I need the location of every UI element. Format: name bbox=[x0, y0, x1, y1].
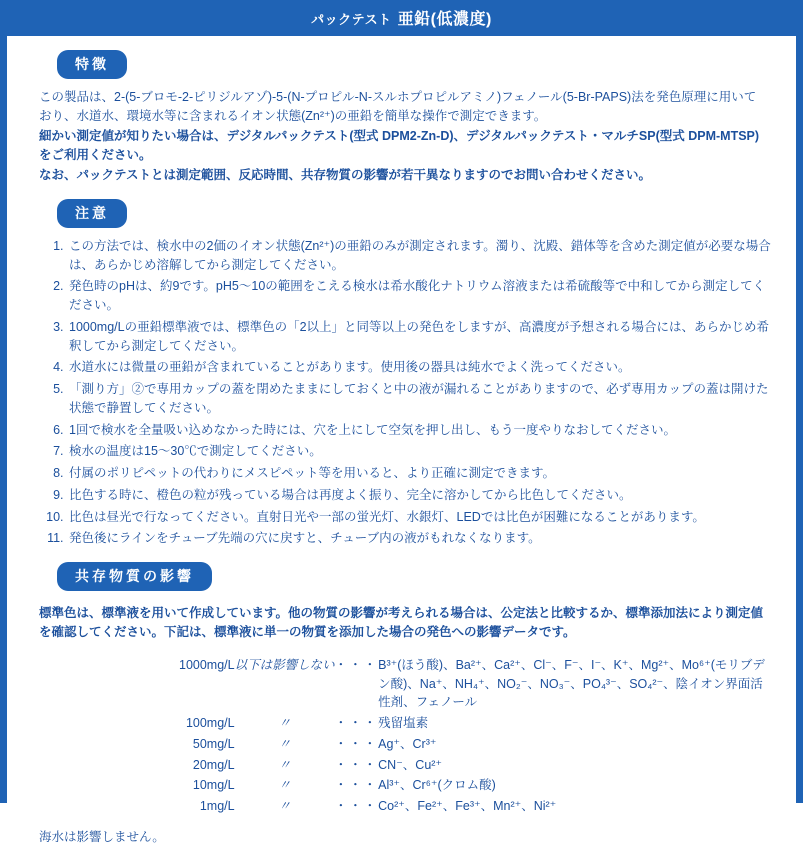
features-paragraph-2: 細かい測定値が知りたい場合は、デジタルパックテスト(型式 DPM2-Zn-D)、デジタルパックテスト・マルチSP(型式 DPM-MTSP)をご利用ください。 bbox=[39, 128, 760, 163]
list-item: 10. 比色は昼光で行なってください。直射日光や一部の蛍光灯、水銀灯、LEDでは比色が困難になることがあります。 bbox=[67, 508, 774, 527]
substance-list: Ag⁺、Cr³⁺ bbox=[378, 736, 437, 751]
no-effect-mark: 〃 bbox=[278, 799, 291, 814]
document-content bbox=[7, 50, 796, 845]
no-effect-mark: 以下は影響しない bbox=[234, 657, 335, 672]
table-row bbox=[179, 796, 774, 817]
section-heading-cautions bbox=[57, 199, 774, 228]
substance-list: 残留塩素 bbox=[378, 716, 429, 731]
dots-separator: ・・・ bbox=[334, 778, 379, 793]
features-body bbox=[39, 88, 768, 185]
no-effect-mark: 〃 bbox=[278, 736, 291, 751]
table-row bbox=[179, 734, 774, 755]
table-row bbox=[179, 755, 774, 776]
concentration-level: 1mg/L bbox=[199, 799, 235, 814]
dots-separator: ・・・ bbox=[334, 736, 379, 751]
no-effect-mark: 〃 bbox=[278, 716, 291, 731]
features-paragraph-1: この製品は、2-(5-ブロモ-2-ピリジルアゾ)-5-(N-プロピル-N-スルホプロピルアミノ)フェノール(5-Br-PAPS)法を発色原理に用いており、水道水、環境水等に含まれるイオン状態(Zn²⁺)の亜鉛を簡単な操作で測定できます。 bbox=[39, 90, 757, 124]
list-item: 5. 「測り方」②で専用カップの蓋を閉めたままにしておくと中の液が漏れることがありますので、必ず専用カップの蓋は開けた状態で静置してください。 bbox=[67, 380, 774, 418]
list-item: 9. 比色する時に、橙色の粒が残っている場合は再度よく振り、完全に溶かしてから比色してください。 bbox=[67, 486, 774, 505]
substance-list: Al³⁺、Cr⁶⁺(クロム酸) bbox=[378, 778, 496, 793]
no-effect-mark: 〃 bbox=[278, 757, 291, 772]
table-row bbox=[179, 655, 774, 713]
substance-list: CN⁻、Cu²⁺ bbox=[378, 757, 443, 772]
cautions-list bbox=[33, 237, 774, 548]
list-item: 1. この方法では、検水中の2価のイオン状態(Zn²⁺)の亜鉛のみが測定されます。濁り、沈殿、錯体等を含めた測定値が必要な場合は、あらかじめ溶解してから測定してください。 bbox=[67, 237, 774, 275]
concentration-level: 100mg/L bbox=[185, 716, 235, 731]
list-item: 6. 1回で検水を全量吸い込めなかった時には、穴を上にして空気を押し出し、もう一度やりなおしてください。 bbox=[67, 421, 774, 440]
substance-list: B³⁺(ほう酸)、Ba²⁺、Ca²⁺、Cl⁻、F⁻、I⁻、K⁺、Mg²⁺、Mo⁶⁺(モリブデン酸)、Na⁺、NH₄⁺、NO₂⁻、NO₃⁻、PO₄³⁻、SO₄²⁻、陰イオン界面活性剤、フェノール bbox=[378, 657, 765, 710]
list-item: 8. 付属のポリピペットの代わりにメスピペット等を用いると、より正確に測定できます。 bbox=[67, 464, 774, 483]
list-item: 11. 発色後にラインをチューブ先端の穴に戻すと、チューブ内の液がもれなくなります。 bbox=[67, 529, 774, 548]
table-row bbox=[179, 713, 774, 734]
dots-separator: ・・・ bbox=[334, 799, 379, 814]
page-title-prefix: パックテスト bbox=[311, 12, 392, 27]
coexistence-footer: 海水は影響しません。 bbox=[39, 829, 165, 844]
page-title: 亜鉛(低濃度) bbox=[397, 11, 492, 28]
section-heading-features bbox=[57, 50, 774, 79]
dots-separator: ・・・ bbox=[334, 716, 379, 731]
section-heading-coexistence bbox=[57, 562, 774, 591]
concentration-level: 20mg/L bbox=[192, 757, 235, 772]
coexistence-intro: 標準色は、標準液を用いて作成しています。他の物質の影響が考えられる場合は、公定法と比較するか、標準添加法により測定値を確認してください。下記は、標準液に単一の物質を添加した場合の発色への影響データです。 bbox=[39, 605, 764, 639]
concentration-level: 50mg/L bbox=[192, 736, 235, 751]
no-effect-mark: 〃 bbox=[278, 778, 291, 793]
list-item: 4. 水道水には微量の亜鉛が含まれていることがあります。使用後の器具は純水でよく洗ってください。 bbox=[67, 358, 774, 377]
concentration-level: 1000mg/L bbox=[179, 657, 235, 672]
section-heading-features-label: 特徴 bbox=[57, 50, 127, 79]
list-item: 2. 発色時のpHは、約9です。pH5〜10の範囲をこえる検水は希水酸化ナトリウム溶液または希硫酸等で中和してから測定してください。 bbox=[67, 277, 774, 315]
features-paragraph-3: なお、パックテストとは測定範囲、反応時間、共存物質の影響が若干異なりますのでお問い合わせください。 bbox=[39, 167, 652, 182]
coexistence-table bbox=[179, 655, 774, 817]
concentration-level: 10mg/L bbox=[192, 778, 235, 793]
section-heading-cautions-label: 注意 bbox=[57, 199, 127, 228]
dots-separator: ・・・ bbox=[334, 757, 379, 772]
page-title-bar bbox=[7, 0, 796, 36]
section-heading-coexistence-label: 共存物質の影響 bbox=[57, 562, 212, 591]
list-item: 7. 検水の温度は15〜30℃で測定してください。 bbox=[67, 442, 774, 461]
table-row bbox=[179, 775, 774, 796]
substance-list: Co²⁺、Fe²⁺、Fe³⁺、Mn²⁺、Ni²⁺ bbox=[378, 799, 557, 814]
list-item: 3. 1000mg/Lの亜鉛標準液では、標準色の「2以上」と同等以上の発色をしますが、高濃度が予想される場合には、あらかじめ希釈してから測定してください。 bbox=[67, 318, 774, 356]
dots-separator: ・・・ bbox=[334, 657, 379, 672]
